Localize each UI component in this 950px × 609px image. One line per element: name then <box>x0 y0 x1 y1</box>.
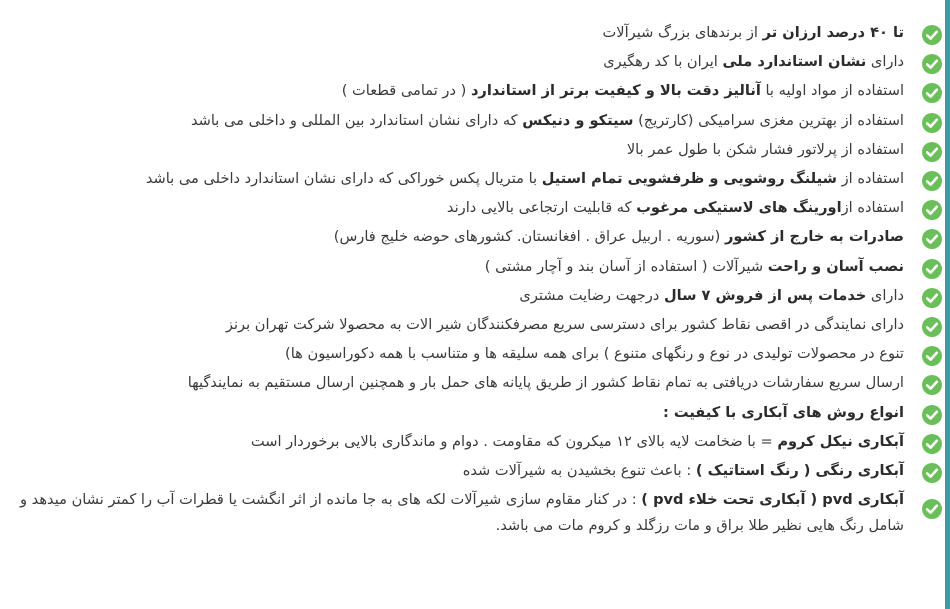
feature-text-bold: آبکاری pvd ( آبکاری تحت خلاء pvd ) <box>641 491 904 509</box>
feature-text: ( در تمامی قطعات ) <box>341 82 471 100</box>
feature-text: دارای <box>866 286 904 304</box>
feature-item <box>7 164 942 193</box>
feature-text: استفاده از پرلاتور فشار شکن با طول عمر بالا <box>626 140 904 158</box>
check-circle-icon <box>922 83 942 103</box>
check-circle-icon <box>922 317 942 337</box>
feature-text: : باعث تنوع بخشیدن به شیرآلات شده <box>462 462 696 480</box>
check-circle-icon <box>922 405 942 425</box>
check-circle-icon <box>922 200 942 220</box>
check-circle-icon <box>922 346 942 366</box>
feature-text-bold: نصب آسان و راحت <box>767 257 904 275</box>
feature-text: دارای نمایندگی در اقصی نقاط کشور برای دسترسی سریع مصرفکنندگان شیر الات به محصولا شرکت تهران برنز <box>225 316 904 334</box>
feature-text: از برندهای بزرگ شیرآلات <box>602 24 763 41</box>
feature-item <box>7 281 942 310</box>
feature-text-bold: انواع روش های آبکاری با کیفیت : <box>662 403 904 421</box>
feature-text-bold: خدمات پس از فروش ۷ سال <box>663 286 867 304</box>
feature-text-bold: نشان استاندارد ملی <box>722 53 867 71</box>
feature-item <box>7 193 942 222</box>
feature-item <box>7 398 942 427</box>
feature-item <box>7 485 942 538</box>
feature-item <box>7 368 942 397</box>
feature-text: استفاده از مواد اولیه با <box>760 82 904 100</box>
feature-item <box>7 456 942 485</box>
feature-text: = با ضخامت لایه بالای ۱۲ میکرون که مقاومت . دوام و ماندگاری بالایی برخوردار است <box>250 432 778 450</box>
check-circle-icon <box>922 259 942 279</box>
check-circle-icon <box>922 113 942 133</box>
feature-text-bold: تا ۴۰ درصد ارزان تر <box>762 24 904 41</box>
feature-text: دارای <box>866 53 904 71</box>
check-circle-icon <box>922 463 942 483</box>
check-circle-icon <box>922 229 942 249</box>
feature-text-bold: شیلنگ روشویی و ظرفشویی تمام استیل <box>541 170 837 188</box>
feature-text: استفاده از <box>836 170 904 188</box>
feature-item <box>7 135 942 164</box>
feature-text-bold: سیتکو و دنیکس <box>522 111 634 129</box>
check-circle-icon <box>922 25 942 45</box>
feature-text: تنوع در محصولات تولیدی در نوع و رنگهای متنوع ) برای همه سلیقه ها و متناسب با همه دکوراسیون ها) <box>285 345 904 363</box>
feature-text: با متریال پکس خوراکی که دارای نشان استاندارد داخلی می باشد <box>145 170 542 188</box>
check-circle-icon <box>922 434 942 454</box>
feature-text-bold: آبکاری نیکل کروم <box>777 432 904 450</box>
feature-text: (سوریه . اربیل عراق . افغانستان. کشورهای حوضه خلیج فارس) <box>333 228 725 246</box>
feature-text-bold: صادرات به خارج از کشور <box>724 228 904 246</box>
feature-item <box>7 222 942 251</box>
feature-item <box>7 252 942 281</box>
feature-text: شیرآلات ( استفاده از آسان بند و آچار مشتی ) <box>484 257 768 275</box>
feature-text: ایران با کد رهگیری <box>603 53 723 71</box>
feature-item <box>7 339 942 368</box>
check-circle-icon <box>922 288 942 308</box>
feature-text: : در کنار مقاوم سازی شیرآلات لکه های به جا مانده از اثر انگشت یا قطرات آب را کمتر نشان میدهد و شامل رنگ هایی نظیر طلا براق و مات رزگلد و کروم مات می باشد. <box>20 491 904 534</box>
feature-text: استفاده از بهترین مغزی سرامیکی (کارتریج) <box>633 111 904 129</box>
accent-bar <box>945 0 950 609</box>
feature-text: ارسال سریع سفارشات دریافتی به تمام نقاط کشور از طریق پایانه های حمل بار و همچنین ارسال مستقیم به نمایندگیها <box>187 374 904 392</box>
feature-text: که قابلیت ارتجاعی بالایی دارند <box>446 199 637 217</box>
feature-list <box>7 18 942 538</box>
check-circle-icon <box>922 375 942 395</box>
feature-item <box>7 47 942 76</box>
feature-item <box>7 427 942 456</box>
check-circle-icon <box>922 54 942 74</box>
feature-text-bold: اورینگ های لاستیکی مرغوب <box>636 199 842 217</box>
feature-text: درجهت رضایت مشتری <box>519 286 664 304</box>
feature-text-bold: آنالیز دقت بالا و کیفیت برتر از استاندارد <box>470 82 761 100</box>
feature-item <box>7 106 942 135</box>
check-circle-icon <box>922 499 942 519</box>
feature-text-bold: آبکاری رنگی ( رنگ استاتیک ) <box>695 462 904 480</box>
check-circle-icon <box>922 171 942 191</box>
feature-item <box>7 310 942 339</box>
feature-text: که دارای نشان استاندارد بین المللی و داخلی می باشد <box>190 111 523 129</box>
feature-text: استفاده از <box>841 199 904 217</box>
feature-item <box>7 18 942 47</box>
check-circle-icon <box>922 142 942 162</box>
feature-item <box>7 76 942 105</box>
